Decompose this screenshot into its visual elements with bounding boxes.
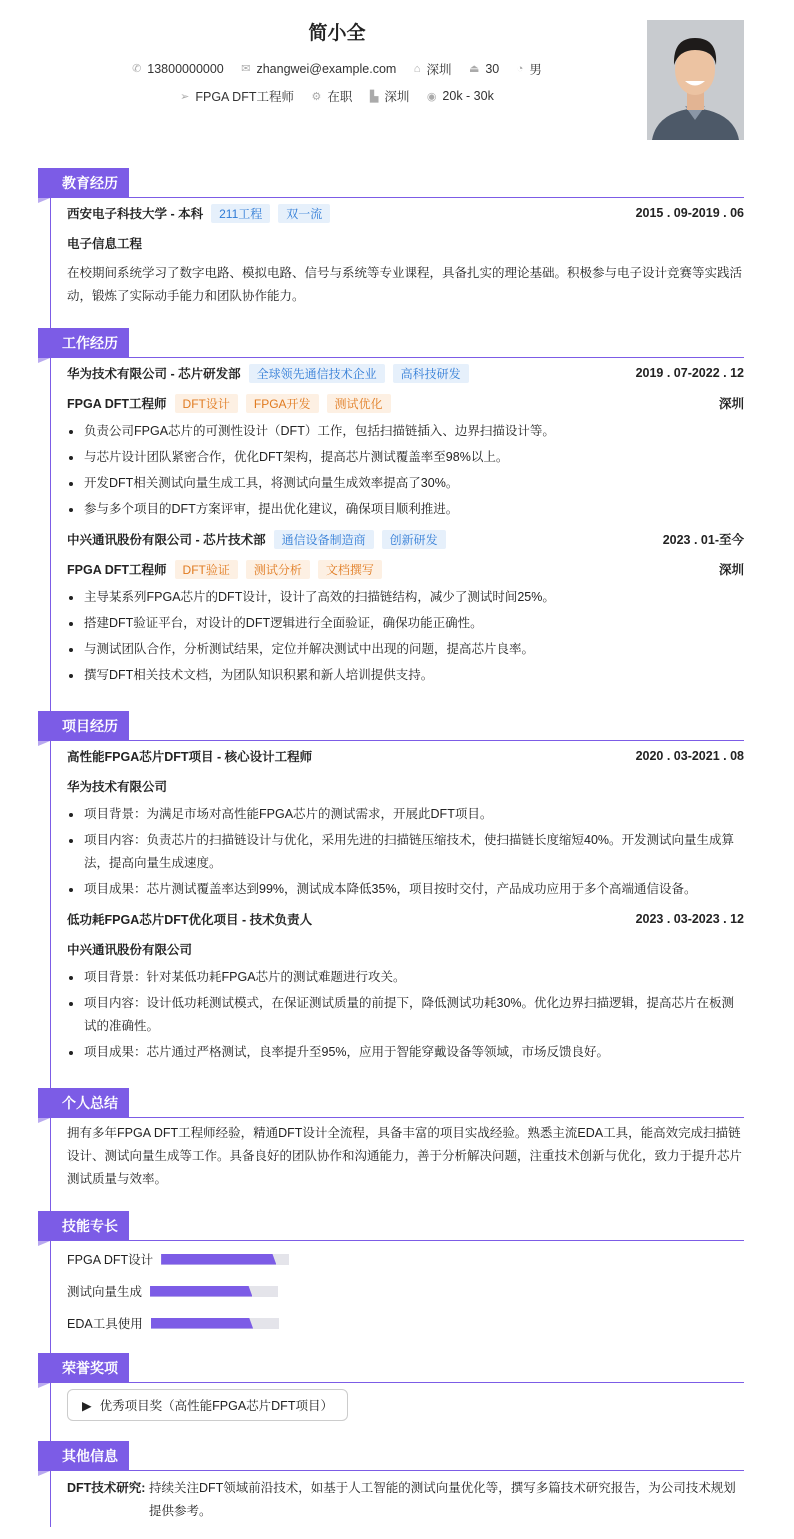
bullet-list bbox=[67, 584, 744, 687]
entry-row bbox=[67, 228, 744, 258]
job: FPGA DFT工程师 bbox=[195, 90, 294, 104]
award-item[interactable] bbox=[67, 1389, 348, 1421]
section-body bbox=[38, 1118, 744, 1195]
entry-row bbox=[67, 358, 744, 388]
skill-name: EDA工具使用 bbox=[67, 1317, 143, 1331]
entry-title: 中兴通讯股份有限公司 bbox=[67, 943, 193, 957]
section-skills bbox=[38, 1211, 744, 1339]
skill-bar-fill bbox=[150, 1286, 252, 1297]
tag: FPGA开发 bbox=[246, 394, 319, 413]
section-title: 项目经历 bbox=[38, 711, 129, 741]
tag: 通信设备制造商 bbox=[274, 530, 374, 549]
bullet-item: 项目成果：芯片测试覆盖率达到99%，测试成本降低35%，项目按时交付，产品成功应用于多个高端通信设备。 bbox=[67, 878, 744, 901]
section-header bbox=[38, 1441, 744, 1471]
entry-row bbox=[67, 904, 744, 934]
entry-date: 2015 . 09-2019 . 06 bbox=[635, 206, 744, 220]
tag: 211工程 bbox=[211, 204, 270, 223]
bullet-item: 主导某系列FPGA芯片的DFT设计，设计了高效的扫描链结构，减少了测试时间25%。 bbox=[67, 586, 744, 609]
section-body bbox=[38, 1383, 744, 1421]
age: 30 bbox=[485, 61, 500, 76]
skill-bar bbox=[151, 1318, 279, 1329]
skill-item bbox=[67, 1275, 408, 1307]
skill-bar bbox=[150, 1286, 278, 1297]
section-title: 荣誉奖项 bbox=[38, 1353, 129, 1383]
entry-title: FPGA DFT工程师 bbox=[67, 397, 167, 411]
entry-date: 2023 . 01-至今 bbox=[662, 533, 744, 547]
section-body bbox=[38, 1471, 744, 1523]
entry-row bbox=[67, 198, 744, 228]
resume-body bbox=[38, 168, 744, 1539]
section-header bbox=[38, 1211, 744, 1241]
other-item bbox=[67, 1471, 744, 1523]
salary-icon: ◉ bbox=[426, 90, 437, 103]
section-header bbox=[38, 328, 744, 358]
phone: 13800000000 bbox=[147, 61, 224, 76]
entry-date: 2019 . 07-2022 . 12 bbox=[635, 366, 744, 380]
section-work bbox=[38, 328, 744, 687]
section-body bbox=[38, 198, 744, 312]
bullet-item: 项目背景：为满足市场对高性能FPGA芯片的测试需求，开展此DFT项目。 bbox=[67, 803, 744, 826]
age-icon: ⏏ bbox=[468, 63, 480, 75]
entry-date: 深圳 bbox=[718, 397, 744, 411]
entry-title: FPGA DFT工程师 bbox=[67, 563, 167, 577]
entry-date: 2020 . 03-2021 . 08 bbox=[635, 749, 744, 763]
triangle-right-icon: ▶ bbox=[82, 1398, 92, 1413]
skill-bar-fill bbox=[151, 1318, 253, 1329]
gender: 男 bbox=[529, 63, 542, 77]
tag: 全球领先通信技术企业 bbox=[249, 364, 385, 383]
section-title: 教育经历 bbox=[38, 168, 129, 198]
bullet-item: 参与多个项目的DFT方案评审，提出优化建议，确保项目顺利推进。 bbox=[67, 498, 744, 521]
entry-date: 深圳 bbox=[718, 563, 744, 577]
tag: 测试分析 bbox=[246, 560, 310, 579]
other-key: DFT技术研究: bbox=[67, 1481, 146, 1495]
tag: 高科技研发 bbox=[393, 364, 469, 383]
entry-row bbox=[67, 554, 744, 584]
entry-row bbox=[67, 388, 744, 418]
target-city: 深圳 bbox=[384, 90, 410, 104]
bullet-item: 项目背景：针对某低功耗FPGA芯片的测试难题进行攻关。 bbox=[67, 966, 744, 989]
status: 在职 bbox=[327, 90, 353, 104]
section-education bbox=[38, 168, 744, 312]
city: 深圳 bbox=[426, 63, 452, 77]
mail-icon: ✉ bbox=[241, 63, 251, 75]
section-body bbox=[38, 1241, 744, 1339]
bullet-item: 项目内容：负责芯片的扫描链设计与优化，采用先进的扫描链压缩技术，使扫描链长度缩短40%。开发测试向量生成算法，提高向量生成速度。 bbox=[67, 829, 744, 875]
avatar-photo bbox=[647, 20, 744, 140]
section-header bbox=[38, 1088, 744, 1118]
section-body bbox=[38, 741, 744, 1064]
section-title: 技能专长 bbox=[38, 1211, 129, 1241]
entry-title: 华为技术有限公司 - 芯片研发部 bbox=[67, 367, 241, 381]
education-desc: 在校期间系统学习了数字电路、模拟电路、信号与系统等专业课程，具备扎实的理论基础。积极参与电子设计竞赛等实践活动，锻炼了实际动手能力和团队协作能力。 bbox=[67, 266, 743, 303]
entry-title: 电子信息工程 bbox=[67, 237, 143, 251]
entry-row bbox=[67, 741, 744, 771]
status-icon: ⚙ bbox=[311, 90, 322, 103]
tag: DFT设计 bbox=[175, 394, 238, 413]
skill-bar bbox=[161, 1254, 289, 1265]
skill-name: 测试向量生成 bbox=[67, 1285, 143, 1299]
bullet-list bbox=[67, 964, 744, 1064]
section-summary bbox=[38, 1088, 744, 1195]
section-title: 工作经历 bbox=[38, 328, 129, 358]
entry-date: 2023 . 03-2023 . 12 bbox=[635, 912, 744, 926]
skill-name: FPGA DFT设计 bbox=[67, 1253, 154, 1267]
tag: 创新研发 bbox=[382, 530, 446, 549]
bullet-item: 负责公司FPGA芯片的可测性设计（DFT）工作，包括扫描链插入、边界扫描设计等。 bbox=[67, 420, 744, 443]
bullet-item: 开发DFT相关测试向量生成工具，将测试向量生成效率提高了30%。 bbox=[67, 472, 744, 495]
send-icon: ➢ bbox=[180, 90, 190, 103]
building-icon: ▙ bbox=[369, 90, 379, 103]
bullet-item: 项目内容：设计低功耗测试模式，在保证测试质量的前提下，降低测试功耗30%。优化边界扫描逻辑，提高芯片在板测试的准确性。 bbox=[67, 992, 744, 1038]
tag: 测试优化 bbox=[327, 394, 391, 413]
section-header bbox=[38, 1353, 744, 1383]
job-row bbox=[0, 87, 674, 105]
other-value: 持续关注DFT领域前沿技术，如基于人工智能的测试向量优化等，撰写多篇技术研究报告，为公司技术规划提供参考。 bbox=[149, 1481, 736, 1518]
award-text: 优秀项目奖（高性能FPGA芯片DFT项目） bbox=[99, 1399, 333, 1413]
entry-title: 低功耗FPGA芯片DFT优化项目 - 技术负责人 bbox=[67, 913, 313, 927]
summary-text: 拥有多年FPGA DFT工程师经验，精通DFT设计全流程，具备丰富的项目实战经验。熟悉主流EDA工具，能高效完成扫描链设计、测试向量生成等工作。具备良好的团队协作和沟通能力，善于分析解决问题，注重技术创新与优化，致力于提升芯片测试质量与效率。 bbox=[67, 1126, 743, 1186]
contact-row bbox=[0, 60, 674, 78]
entry-title: 中兴通讯股份有限公司 - 芯片技术部 bbox=[67, 533, 266, 547]
phone-icon: ✆ bbox=[132, 63, 142, 75]
bullet-list bbox=[67, 418, 744, 521]
bullet-item: 撰写DFT相关技术文档，为团队知识积累和新人培训提供支持。 bbox=[67, 664, 744, 687]
skill-bar-fill bbox=[161, 1254, 276, 1265]
candidate-name: 简小全 bbox=[308, 23, 366, 44]
section-other bbox=[38, 1441, 744, 1523]
section-projects bbox=[38, 711, 744, 1064]
section-header bbox=[38, 168, 744, 198]
bullet-list bbox=[67, 801, 744, 901]
tag: 双一流 bbox=[278, 204, 330, 223]
skills-grid bbox=[67, 1241, 744, 1339]
section-title: 其他信息 bbox=[38, 1441, 129, 1471]
section-honors bbox=[38, 1353, 744, 1421]
bullet-item: 项目成果：芯片通过严格测试，良率提升至95%，应用于智能穿戴设备等领域，市场反馈良好。 bbox=[67, 1041, 744, 1064]
section-title: 个人总结 bbox=[38, 1088, 129, 1118]
skill-item bbox=[67, 1243, 408, 1275]
tag: 文档撰写 bbox=[318, 560, 382, 579]
entry-title: 华为技术有限公司 bbox=[67, 780, 168, 794]
bullet-item: 与测试团队合作，分析测试结果，定位并解决测试中出现的问题，提高芯片良率。 bbox=[67, 638, 744, 661]
entry-title: 西安电子科技大学 - 本科 bbox=[67, 207, 204, 221]
entry-row bbox=[67, 934, 744, 964]
entry-row bbox=[67, 524, 744, 554]
section-body bbox=[38, 358, 744, 687]
home-icon: ⌂ bbox=[413, 63, 421, 75]
skill-item bbox=[67, 1307, 408, 1339]
section-header bbox=[38, 711, 744, 741]
email: zhangwei@example.com bbox=[256, 61, 397, 76]
entry-title: 高性能FPGA芯片DFT项目 - 核心设计工程师 bbox=[67, 750, 313, 764]
entry-row bbox=[67, 771, 744, 801]
salary: 20k - 30k bbox=[442, 89, 494, 103]
bullet-item: 与芯片设计团队紧密合作，优化DFT架构，提高芯片测试覆盖率至98%以上。 bbox=[67, 446, 744, 469]
bullet-item: 搭建DFT验证平台，对设计的DFT逻辑进行全面验证，确保功能正确性。 bbox=[67, 612, 744, 635]
tag: DFT验证 bbox=[175, 560, 238, 579]
gender-icon: ◔ bbox=[516, 63, 524, 75]
